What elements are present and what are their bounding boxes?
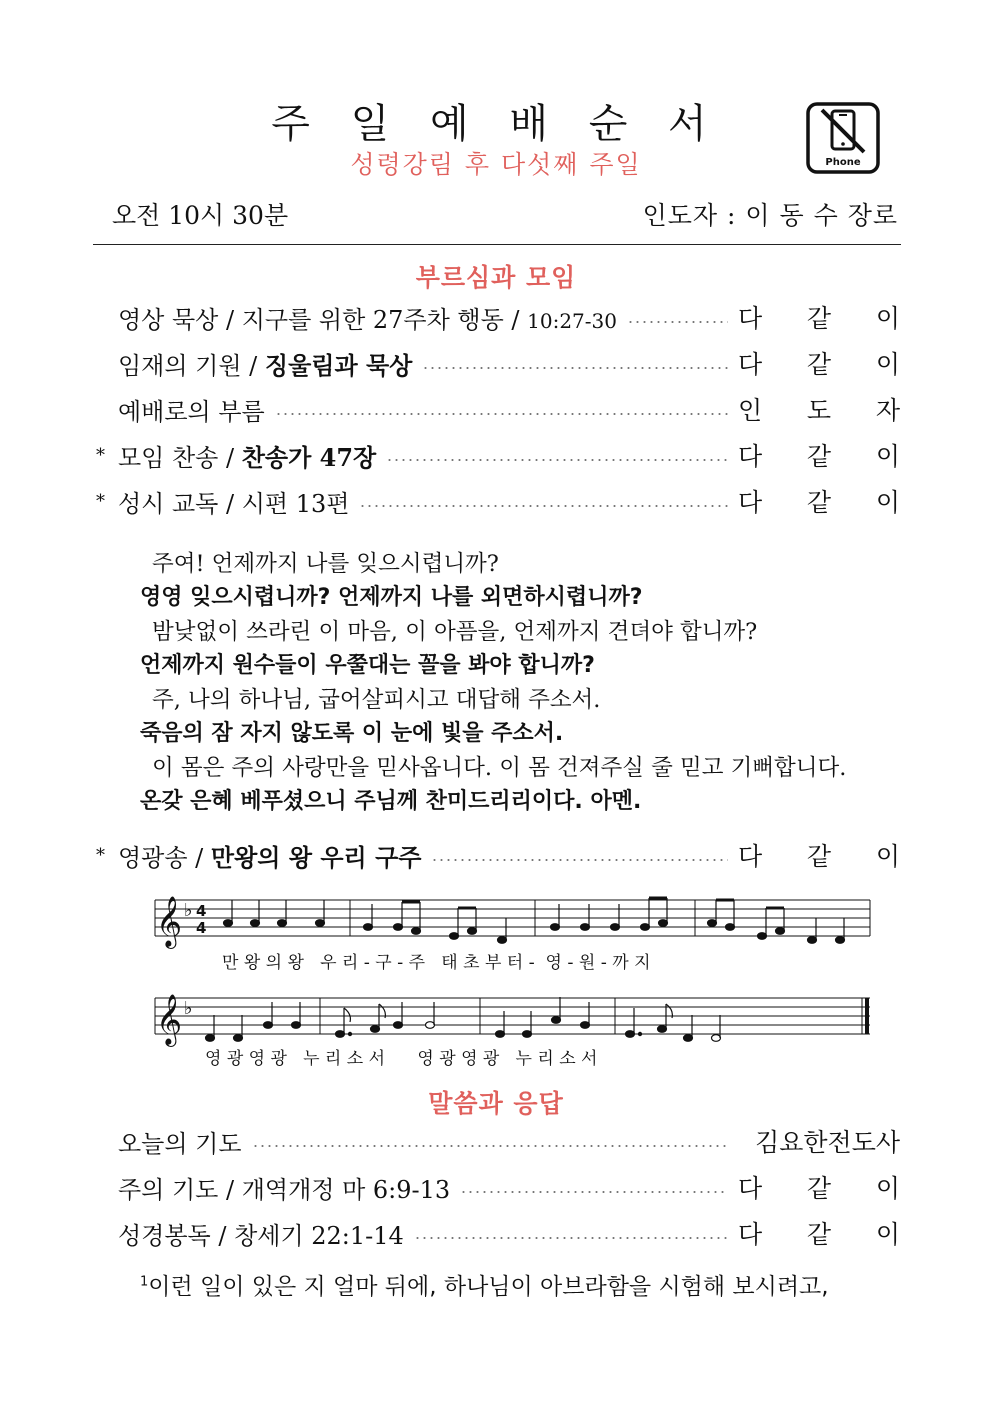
dot-leader [422, 367, 728, 369]
service-leader [643, 196, 898, 232]
psalm-leader-line: 밤낮없이 쓰라린 이 마음, 이 아픔을, 언제까지 견뎌야 합니까? [152, 619, 758, 645]
dot-leader [386, 459, 728, 461]
order-item [96, 438, 900, 472]
order-item-gloria [96, 838, 900, 872]
word-item [96, 1170, 900, 1204]
order-item-performer: 다 같 이 [738, 350, 900, 379]
page-subtitle: 성령강림 후 다섯째 주일 [350, 150, 642, 179]
dot-leader [252, 1145, 728, 1147]
standing-mark: * [96, 444, 105, 466]
order-item-text: 영광송 / 만왕의 왕 우리 구주 [118, 842, 422, 872]
order-item-text: 성경봉독 / 창세기 22:1-14 [118, 1221, 404, 1250]
section-word: 말씀과 응답 [428, 1089, 564, 1118]
time-signature-top: 4 [196, 902, 207, 920]
psalm-response-line: 죽음의 잠 자지 않도록 이 눈에 빛을 주소서. [140, 721, 564, 746]
order-item-performer: 다 같 이 [738, 1220, 900, 1249]
dot-leader [460, 1191, 728, 1193]
order-item-text: 모임 찬송 / 찬송가 47장 [118, 442, 377, 472]
dot-leader [627, 321, 728, 323]
header-divider [93, 244, 901, 245]
order-item-text: 임재의 기원 / 징울림과 묵상 [118, 350, 413, 380]
psalm-response-line: 온갖 은혜 베푸셨으니 주님께 찬미드리리이다. 아멘. [140, 789, 642, 814]
psalm-response-line: 영영 잊으시렵니까? 언제까지 나를 외면하시렵니까? [140, 585, 643, 610]
order-item-performer: 김요한전도사 [755, 1128, 900, 1157]
psalm-leader-line: 이 몸은 주의 사랑만을 믿사옵니다. 이 몸 건져주실 줄 믿고 기뻐합니다. [152, 755, 847, 781]
treble-clef-icon-2: 𝄞 [156, 994, 183, 1045]
order-item-text: 영상 묵상 / 지구를 위한 27주차 행동 / 10:27-30 [118, 305, 617, 334]
order-item-performer: 인 도 자 [738, 396, 900, 425]
order-item-text: 성시 교독 / 시편 13편 [118, 489, 350, 518]
word-item [96, 1216, 900, 1250]
no-phone-icon [806, 102, 880, 174]
leader-name: 이 동 수 장로 [745, 201, 898, 230]
order-item [96, 484, 900, 518]
order-item-text: 주의 기도 / 개역개정 마 6:9-13 [118, 1175, 451, 1204]
order-item [96, 300, 900, 334]
dot-leader [431, 859, 728, 861]
staff-2 [155, 998, 870, 1034]
standing-mark: * [96, 844, 105, 866]
phone-icon-label: Phone [825, 157, 861, 168]
notes-line-1 [224, 898, 845, 943]
music-score [150, 888, 880, 1068]
page-title: 주 일 예 배 순 서 [271, 101, 721, 147]
order-item-text: 예배로의 부름 [118, 397, 265, 426]
psalm-response-line: 언제까지 원수들이 우쭐대는 꼴을 봐야 합니까? [140, 653, 595, 678]
lyrics-line-2: 영 광 영 광 누 리 소 서 영 광 영 광 누 리 소 서 [205, 1049, 598, 1068]
word-item [96, 1124, 900, 1158]
section-gathering: 부르심과 모임 [415, 263, 577, 292]
standing-mark: * [96, 490, 105, 512]
treble-clef-icon: 𝄞 [156, 896, 183, 947]
service-time: 오전 10시 30분 [112, 201, 289, 230]
lyrics-line-1: 만 왕 의 왕 우 리 - 구 - 주 태 초 부 터 - 영 - 원 - 까 지 [222, 953, 651, 973]
notes-line-2 [206, 997, 721, 1041]
flat-icon: ♭ [184, 900, 193, 921]
dot-leader [414, 1237, 728, 1239]
order-item-performer: 다 같 이 [738, 488, 900, 517]
dot-leader [359, 505, 728, 507]
scripture-text: $^1$이런 일이 있은 지 얼마 뒤에, 하나님이 아브라함을 시험해 보시려고, [140, 1274, 829, 1300]
psalm-leader-line: 주여! 언제까지 나를 잊으시렵니까? [152, 551, 499, 577]
order-item-performer: 다 같 이 [738, 304, 900, 333]
order-item-performer: 다 같 이 [738, 442, 900, 471]
order-item [96, 346, 900, 380]
order-item [96, 392, 900, 426]
flat-icon-2: ♭ [184, 998, 193, 1019]
verse-number: 1 [140, 1274, 149, 1290]
time-signature-bottom: 4 [196, 919, 207, 937]
order-item-text: 오늘의 기도 [118, 1129, 242, 1158]
leader-label: 인도자 : [642, 201, 737, 230]
staff-1 [155, 900, 870, 936]
order-item-performer: 다 같 이 [738, 1174, 900, 1203]
dot-leader [275, 413, 728, 415]
order-item-performer: 다 같 이 [738, 842, 900, 871]
psalm-leader-line: 주, 나의 하나님, 굽어살피시고 대답해 주소서. [152, 687, 601, 713]
